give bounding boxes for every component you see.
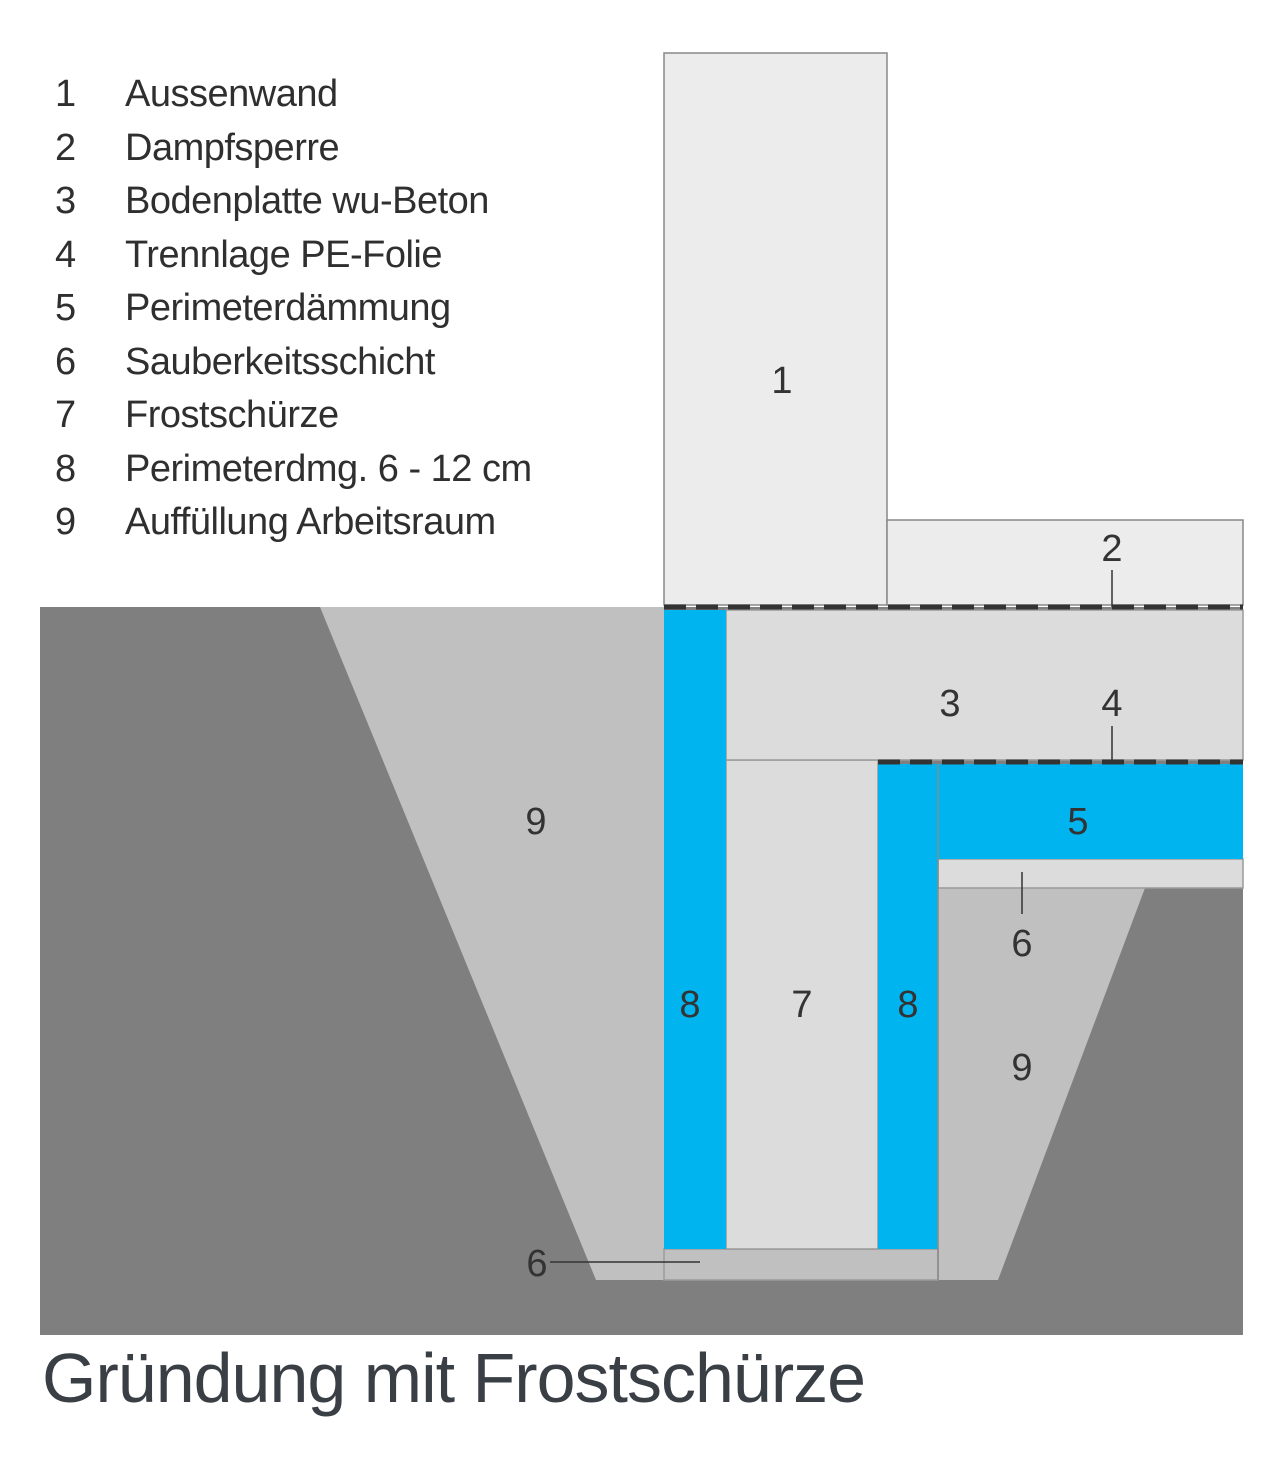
legend-label: Trennlage PE-Folie	[125, 233, 442, 276]
blinding-layer-right	[938, 859, 1243, 888]
callout-slab: 3	[939, 683, 961, 725]
legend-number: 2	[55, 126, 76, 169]
legend-number: 6	[55, 340, 76, 383]
callout-separation-layer: 4	[1101, 683, 1123, 725]
legend-label: Sauberkeitsschicht	[125, 340, 435, 383]
legend-label: Dampfsperre	[125, 126, 340, 169]
legend-label: Frostschürze	[125, 394, 339, 436]
legend-number: 5	[55, 287, 76, 329]
perimeter-insulation-left	[664, 610, 726, 1249]
perimeter-insulation-under-slab	[938, 764, 1243, 859]
legend-number: 1	[55, 73, 76, 115]
callout-blinding-right: 6	[1011, 923, 1033, 965]
callout-blinding-bottom: 6	[526, 1243, 548, 1285]
legend-label: Perimeterdämmung	[125, 287, 451, 329]
legend-number: 8	[55, 447, 76, 490]
legend-label: Auffüllung Arbeitsraum	[125, 501, 496, 543]
interior-floor-zone	[887, 520, 1243, 605]
callout-frost-apron: 7	[791, 984, 813, 1026]
drawing-caption: Gründung mit Frostschürze	[42, 1339, 866, 1417]
legend-label: Perimeterdmg. 6 - 12 cm	[125, 447, 532, 490]
callout-perimeter-insulation: 5	[1067, 801, 1089, 843]
exterior-wall	[664, 53, 887, 605]
legend-number: 7	[55, 394, 76, 436]
callout-vapor-barrier: 2	[1101, 528, 1123, 570]
legend-number: 4	[55, 233, 76, 276]
legend-label: Aussenwand	[125, 73, 338, 115]
legend-number: 9	[55, 501, 76, 543]
legend-label: Bodenplatte wu-Beton	[125, 180, 489, 222]
callout-backfill-left: 9	[525, 801, 547, 843]
blinding-layer-bottom	[664, 1249, 938, 1280]
callout-insulation-right: 8	[897, 984, 919, 1026]
callout-wall: 1	[771, 360, 793, 402]
legend-number: 3	[55, 180, 76, 222]
floor-slab	[726, 610, 1243, 760]
callout-insulation-left: 8	[679, 984, 701, 1026]
callout-backfill-right: 9	[1011, 1047, 1033, 1089]
